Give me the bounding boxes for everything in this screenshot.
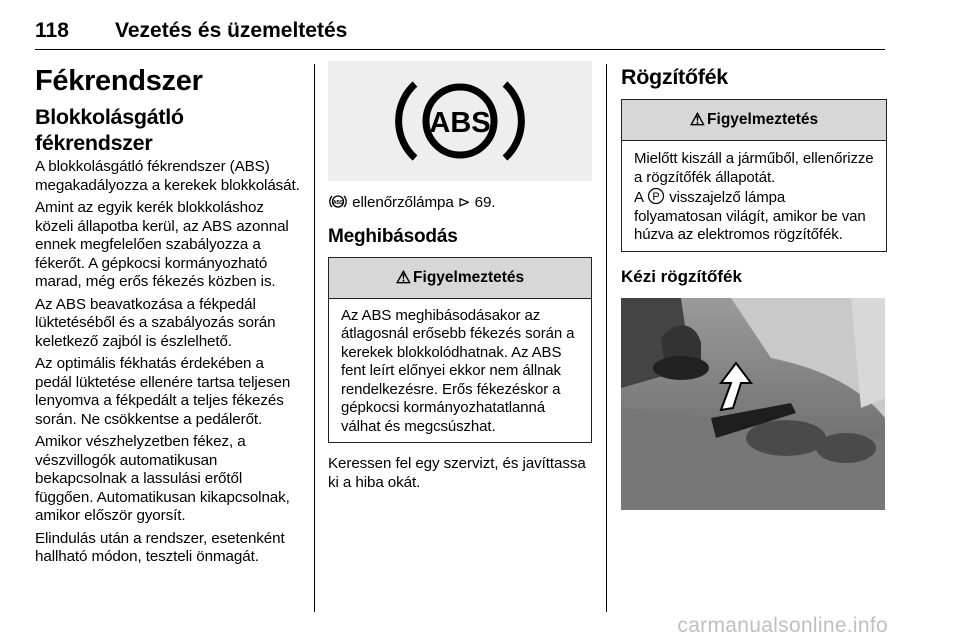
reference-text: ellenőrzőlámpa: [352, 194, 454, 211]
warning-title: Figyelmeztetés: [413, 268, 525, 286]
warning-text: A P visszajelző lámpa folyamatosan világít, amikor be van húzva az elektromos rögzítőfék.: [634, 189, 866, 243]
warning-text: Mielőtt kiszáll a járműből, ellenőrizze a rögzítőfék állapotát.: [634, 150, 874, 186]
svg-text:ABS: ABS: [332, 200, 344, 206]
page-header: [35, 18, 885, 50]
subsection-title: Rögzítőfék: [621, 65, 728, 89]
header-title: Vezetés és üzemeltetés: [115, 19, 348, 42]
paragraph: Az ABS beavatkozása a fékpedál lüktetéséből és a szabályozás során keletkező zajból is észlelhető.: [35, 295, 276, 350]
section-title: Fékrendszer: [35, 65, 203, 97]
handbrake-photo: [621, 298, 885, 510]
paragraph: Az optimális fékhatás érdekében a pedál lüktetése ellenére tartsa teljesen lenyomva a fékpedált a teljes fékezés során. Ne csökkentse a pedálerőt.: [35, 355, 291, 428]
warning-triangle-icon: ⚠: [689, 110, 706, 129]
column-left: [35, 56, 301, 571]
column-divider: [314, 64, 315, 612]
paragraph: Amint az egyik kerék blokkoláshoz közeli állapotba kerül, az ABS azonnal ennek megfelelően szabályozza a fékerőt. A gépkocsi kormányozható marad, még erős fékezés közben is.: [35, 199, 289, 290]
column-divider: [606, 64, 607, 612]
subsection-title: Meghibásodás: [328, 225, 458, 247]
parking-brake-icon: [647, 187, 665, 205]
watermark: carmanualsonline.info: [677, 614, 888, 637]
page-number: 118: [35, 19, 69, 42]
warning-title: Figyelmeztetés: [707, 111, 819, 128]
warning-text: Az ABS meghibásodásakor az átlagosnál erősebb fékezés során a kerekek blokkolódhatnak. Az ABS fent leírt előnyei ekkor nem állnak rendelkezésre. Erős fékezéskor a gépkocsi kormányozhatatlanná válhat és megcsúszhat.: [341, 306, 575, 435]
warning-box: [621, 99, 887, 252]
warning-body: [329, 299, 591, 443]
abs-warning-illustration: [328, 61, 592, 181]
paragraph: A blokkolásgátló fékrendszer (ABS) megakadályozza a kerekek blokkolását.: [35, 158, 300, 194]
warning-header: [329, 258, 591, 299]
abs-small-icon: [328, 193, 348, 210]
paragraph: Amikor vészhelyzetben fékez, a vészvillogók automatikusan bekapcsolnak a lassulási erőtől függően. Automatikusan kikapcsolnak, amikor először gyorsít.: [35, 433, 290, 524]
page-ref-arrow-icon: ⊳: [457, 194, 471, 211]
paragraph: Keressen fel egy szervizt, és javíttassa ki a hiba okát.: [328, 455, 586, 491]
warning-triangle-icon: ⚠: [395, 267, 412, 287]
subsection-title: Blokkolásgátló fékrendszer: [35, 105, 184, 155]
paragraph: Elindulás után a rendszer, esetenként hallható módon, teszteli önmagát.: [35, 529, 285, 565]
abs-icon: [385, 66, 535, 176]
reference-line: [328, 193, 592, 213]
svg-text:P: P: [652, 191, 660, 203]
warning-header: [622, 100, 886, 141]
warning-body: [622, 141, 886, 251]
subsection-title: Kézi rögzítőfék: [621, 266, 742, 286]
abs-icon-label: ABS: [429, 107, 491, 139]
warning-box: [328, 257, 592, 444]
column-middle: [328, 56, 592, 496]
column-right: [621, 56, 887, 510]
page-ref-link[interactable]: 69.: [474, 194, 496, 211]
